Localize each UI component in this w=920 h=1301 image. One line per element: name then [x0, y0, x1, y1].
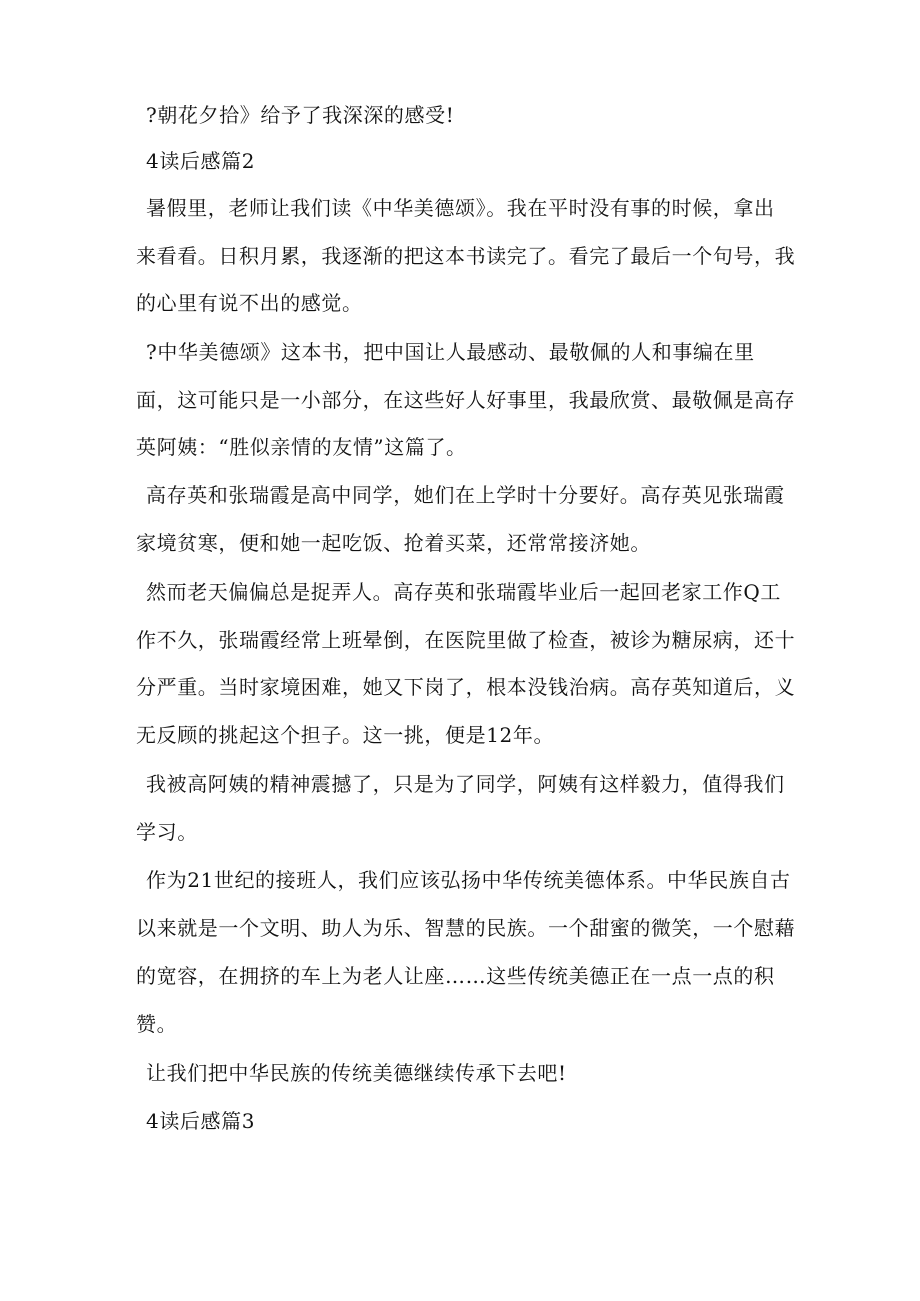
text-line: 的宽容，在拥挤的车上为老人让座……这些传统美德正在一点一点的积	[136, 964, 775, 988]
text-line: 让我们把中华民族的传统美德继续传承下去吧!	[146, 1061, 567, 1085]
section-heading: 4读后感篇2	[146, 149, 256, 173]
text-line: 作不久，张瑞霞经常上班晕倒，在医院里做了检查，被诊为糖尿病，还十	[136, 628, 796, 652]
text-line: 赞。	[136, 1012, 178, 1036]
text-line: 高存英和张瑞霞是高中同学，她们在上学时十分要好。高存英见张瑞霞	[146, 483, 785, 507]
text-line: 然而老天偏偏总是捉弄人。高存英和张瑞霞毕业后一起回老家工作Q工	[146, 580, 781, 604]
text-line: ?中华美德颂》这本书，把中国让人最感动、最敬佩的人和事编在里	[146, 340, 755, 364]
text-line: ?朝花夕拾》给予了我深深的感受!	[146, 103, 455, 127]
text-line: 我被高阿姨的精神震撼了，只是为了同学，阿姨有这样毅力，值得我们	[146, 772, 785, 796]
text-line: 作为21世纪的接班人，我们应该弘扬中华传统美德体系。中华民族自古	[146, 868, 791, 892]
text-line: 学习。	[136, 820, 198, 844]
text-line: 面，这可能只是一小部分，在这些好人好事里，我最欣赏、最敬佩是高存	[136, 388, 796, 412]
text-line: 的心里有说不出的感觉。	[136, 291, 363, 315]
text-line: 分严重。当时家境困难，她又下岗了，根本没钱治病。高存英知道后，义	[136, 675, 796, 699]
text-line: 暑假里，老师让我们读《中华美德颂》。我在平时没有事的时候，拿出	[146, 196, 775, 220]
section-heading: 4读后感篇3	[146, 1109, 256, 1133]
text-line: 以来就是一个文明、助人为乐、智慧的民族。一个甜蜜的微笑，一个慰藉	[136, 916, 796, 940]
text-line: 来看看。日积月累，我逐渐的把这本书读完了。看完了最后一个句号，我	[136, 244, 796, 268]
text-line: 无反顾的挑起这个担子。这一挑，便是12年。	[136, 723, 555, 747]
text-line: 家境贫寒，便和她一起吃饭、抢着买菜，还常常接济她。	[136, 531, 651, 555]
text-line: 英阿姨：“胜似亲情的友情”这篇了。	[136, 435, 467, 459]
